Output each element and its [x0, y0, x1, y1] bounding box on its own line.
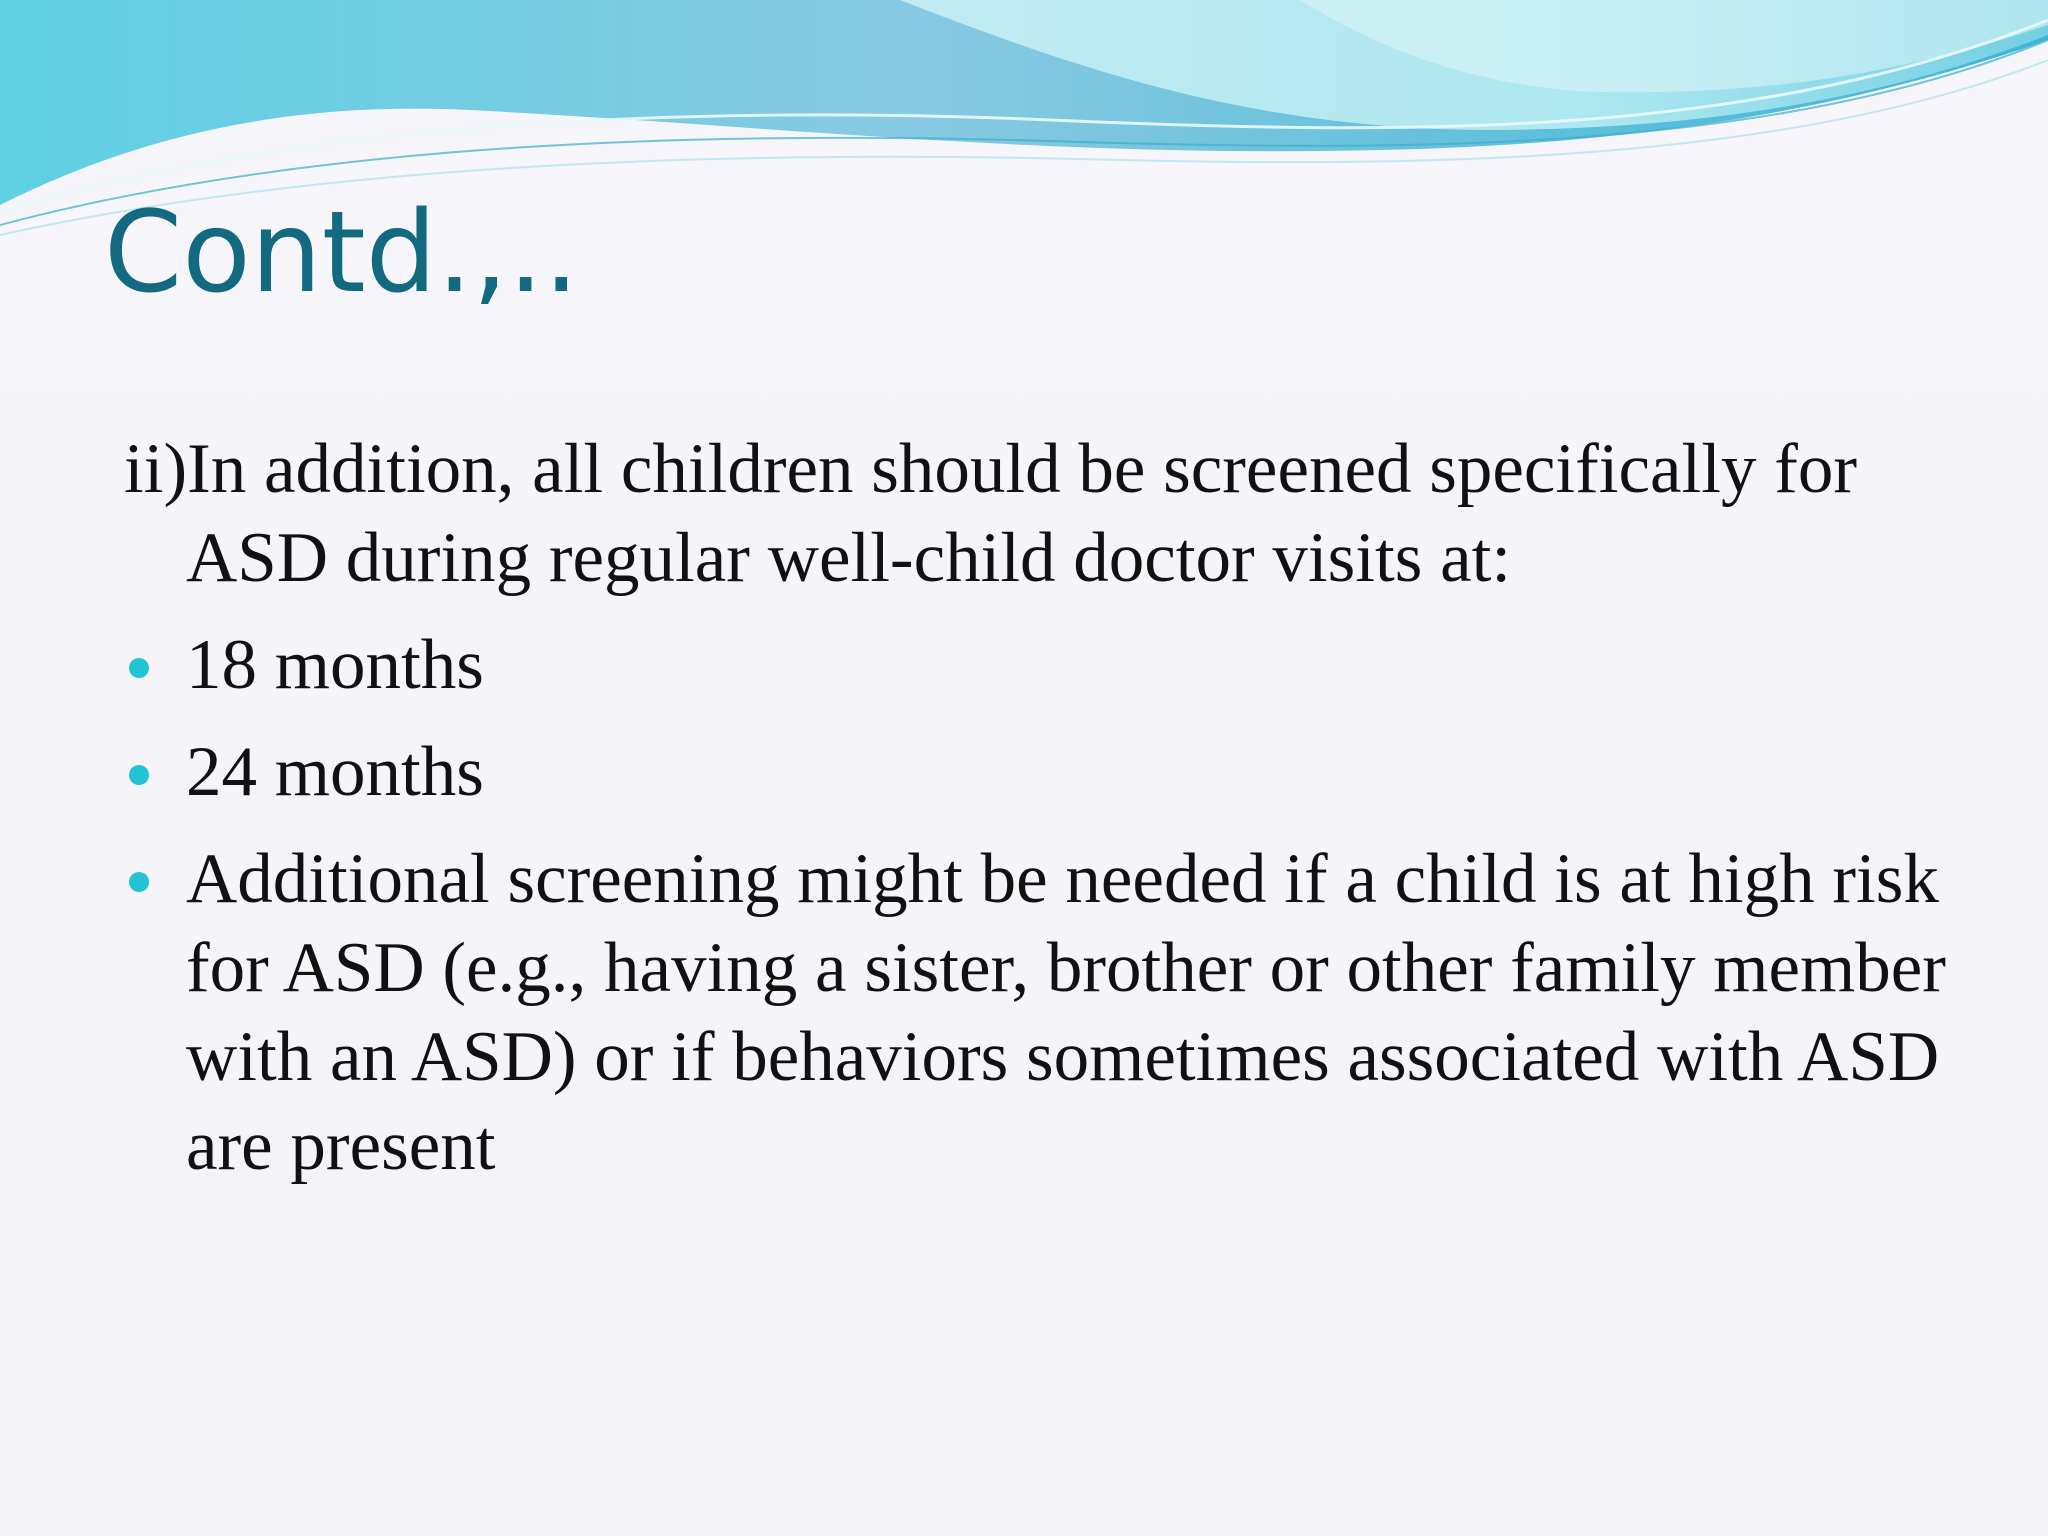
- bullet-text: 18 months: [186, 626, 484, 704]
- bullet-dot-icon: [129, 658, 149, 678]
- intro-paragraph: ii)In addition, all children should be screened specifically for ASD during regular well-child doctor visits at:: [124, 430, 1857, 597]
- bullet-text: 24 months: [186, 733, 484, 811]
- bullet-text: Additional screening might be needed if a child is at high risk for ASD (e.g., having a sister, brother or other family member with an ASD) or if behaviors sometimes associated with ASD are present: [186, 840, 1946, 1185]
- bullet-dot-icon: [129, 765, 149, 785]
- bullet-dot-icon: [129, 872, 149, 892]
- bullet-item: [124, 835, 1964, 1191]
- slide-title: Contd.,..: [104, 188, 580, 318]
- bullet-item: [124, 621, 1964, 710]
- bullet-item: [124, 728, 1964, 817]
- slide-body: [124, 425, 1964, 1191]
- bullet-list: [124, 621, 1964, 1191]
